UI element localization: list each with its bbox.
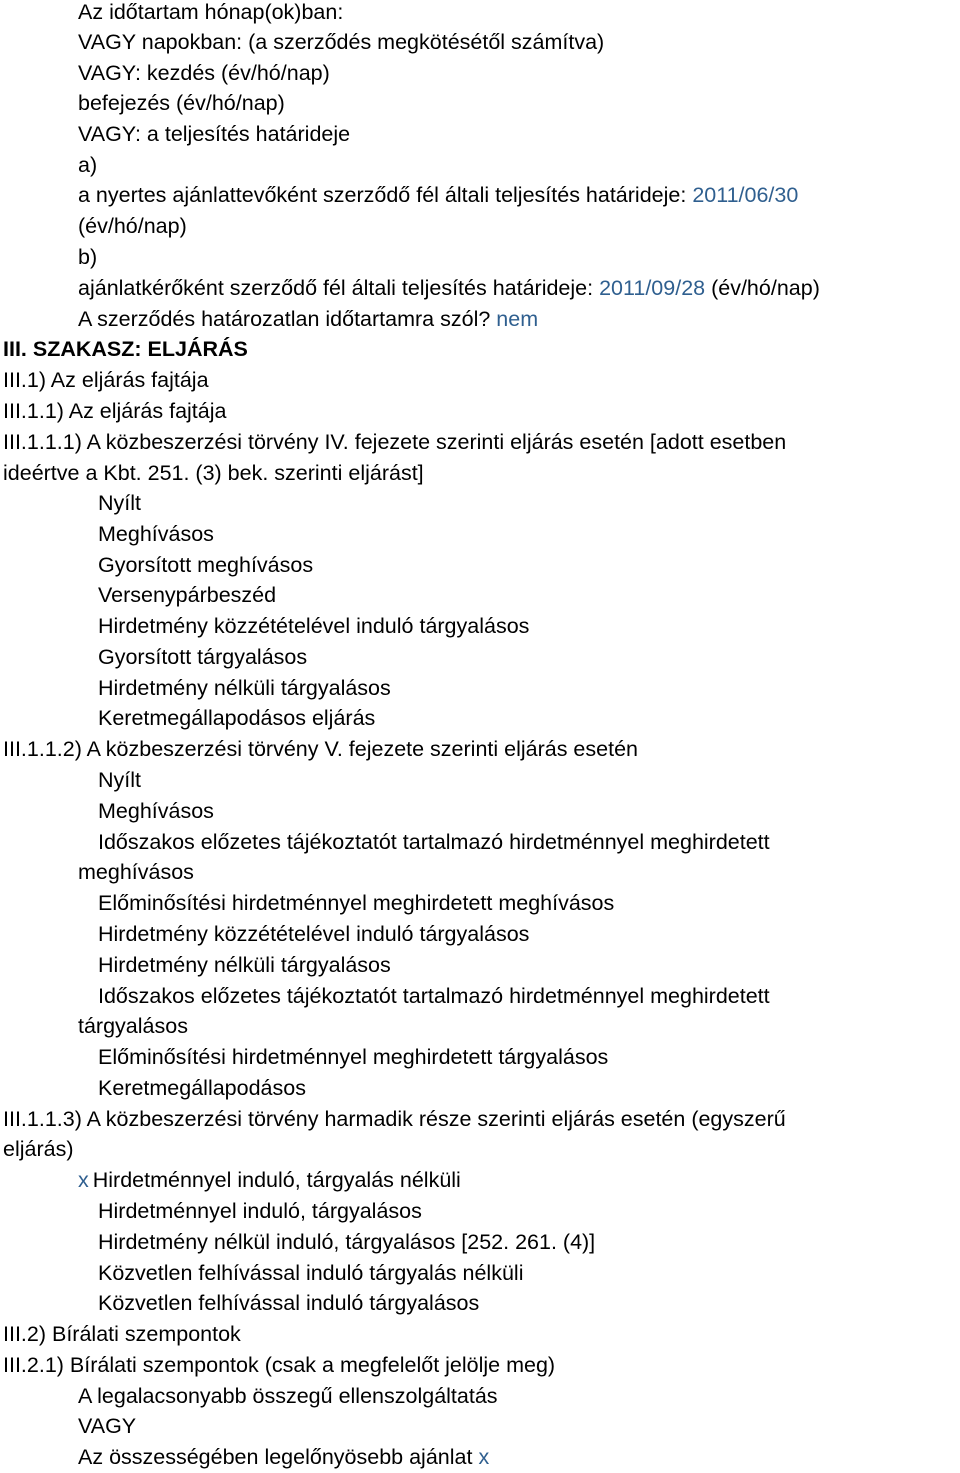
heading-iii-1-1: III.1.1) Az eljárás fajtája (3, 399, 227, 423)
heading-iii-1-1-1-line2: ideértve a Kbt. 251. (3) bek. szerinti eljárást] (3, 461, 424, 485)
ch5-option-open: Nyílt (98, 768, 141, 792)
section3-title: III. SZAKASZ: ELJÁRÁS (3, 337, 248, 361)
ch5-option-periodic-restricted-line2: meghívásos (78, 860, 194, 884)
indefinite-line (78, 304, 538, 334)
deadline-b-marker: b) (78, 245, 98, 269)
heading-iii-1-1-1-line1: III.1.1.1) A közbeszerzési törvény IV. fejezete szerinti eljárás esetén [adott esetben (3, 430, 787, 454)
part3-option-direct-no-negotiation: Közvetlen felhívással induló tárgyalás nélküli (98, 1261, 524, 1285)
criterion-best-value: Az összességében legelőnyösebb ajánlat (78, 1445, 473, 1469)
heading-iii-1-1-3-line1: III.1.1.3) A közbeszerzési törvény harmadik része szerinti eljárás esetén (egyszerű (3, 1107, 786, 1131)
part3-option-no-notice-negotiation: Hirdetmény nélkül induló, tárgyalásos [252. 261. (4)] (98, 1230, 596, 1254)
part3-selected-mark: x (78, 1168, 89, 1192)
part3-option-selected-line (78, 1165, 461, 1195)
heading-iii-2: III.2) Bírálati szempontok (3, 1322, 241, 1346)
duration-deadline-label: VAGY: a teljesítés határideje (78, 122, 351, 146)
deadline-a-unit: (év/hó/nap) (78, 214, 187, 238)
deadline-a-marker: a) (78, 153, 98, 177)
deadline-b-text: ajánlatkérőként szerződő fél általi teljesítés határideje: (78, 276, 594, 300)
criterion-best-line (78, 1442, 489, 1472)
duration-days-label: VAGY napokban: (a szerződés megkötésétől számítva) (78, 30, 605, 54)
duration-months-label: Az időtartam hónap(ok)ban: (78, 0, 344, 24)
indefinite-question: A szerződés határozatlan időtartamra szól? (78, 307, 491, 331)
ch4-option-negotiated-with-notice: Hirdetmény közzétételével induló tárgyalásos (98, 614, 530, 638)
criterion-best-mark: x (478, 1445, 490, 1469)
deadline-a-value: 2011/06/30 (692, 183, 799, 207)
ch5-option-negotiated-with-notice: Hirdetmény közzétételével induló tárgyalásos (98, 922, 530, 946)
heading-iii-2-1: III.2.1) Bírálati szempontok (csak a megfelelőt jelölje meg) (3, 1353, 556, 1377)
deadline-b-value: 2011/09/28 (599, 276, 706, 300)
duration-end-label: befejezés (év/hó/nap) (78, 91, 285, 115)
ch5-option-restricted: Meghívásos (98, 799, 214, 823)
ch5-option-periodic-negotiated-line1: Időszakos előzetes tájékoztatót tartalmazó hirdetménnyel meghirdetett (98, 984, 770, 1008)
criterion-lowest-price: A legalacsonyabb összegű ellenszolgáltatás (78, 1384, 498, 1408)
part3-option-direct-negotiation: Közvetlen felhívással induló tárgyalásos (98, 1291, 480, 1315)
heading-iii-1-1-2: III.1.1.2) A közbeszerzési törvény V. fejezete szerinti eljárás esetén (3, 737, 638, 761)
criterion-or: VAGY (78, 1414, 137, 1438)
deadline-b-unit: (év/hó/nap) (711, 276, 820, 300)
part3-option-notice-no-negotiation: Hirdetménnyel induló, tárgyalás nélküli (92, 1168, 461, 1192)
ch4-option-framework: Keretmegállapodásos eljárás (98, 706, 376, 730)
ch4-option-accelerated-restricted: Gyorsított meghívásos (98, 553, 314, 577)
ch5-option-prequal-negotiated: Előminősítési hirdetménnyel meghirdetett tárgyalásos (98, 1045, 609, 1069)
indefinite-value: nem (496, 307, 539, 331)
duration-start-label: VAGY: kezdés (év/hó/nap) (78, 61, 330, 85)
part3-option-notice-negotiation: Hirdetménnyel induló, tárgyalásos (98, 1199, 422, 1223)
ch4-option-competitive-dialogue: Versenypárbeszéd (98, 583, 277, 607)
ch4-option-accelerated-negotiated: Gyorsított tárgyalásos (98, 645, 308, 669)
ch5-option-framework: Keretmegállapodásos (98, 1076, 306, 1100)
heading-iii-1-1-3-line2: eljárás) (3, 1137, 74, 1161)
ch5-option-negotiated-without-notice: Hirdetmény nélküli tárgyalásos (98, 953, 391, 977)
ch5-option-prequal-restricted: Előminősítési hirdetménnyel meghirdetett meghívásos (98, 891, 615, 915)
ch5-option-periodic-restricted-line1: Időszakos előzetes tájékoztatót tartalmazó hirdetménnyel meghirdetett (98, 830, 770, 854)
deadline-a-line (78, 180, 798, 210)
ch5-option-periodic-negotiated-line2: tárgyalásos (78, 1014, 188, 1038)
deadline-b-line (78, 273, 820, 303)
heading-iii-1: III.1) Az eljárás fajtája (3, 368, 209, 392)
ch4-option-restricted: Meghívásos (98, 522, 214, 546)
ch4-option-open: Nyílt (98, 491, 141, 515)
ch4-option-negotiated-without-notice: Hirdetmény nélküli tárgyalásos (98, 676, 391, 700)
deadline-a-text: a nyertes ajánlattevőként szerződő fél általi teljesítés határideje: (78, 183, 687, 207)
